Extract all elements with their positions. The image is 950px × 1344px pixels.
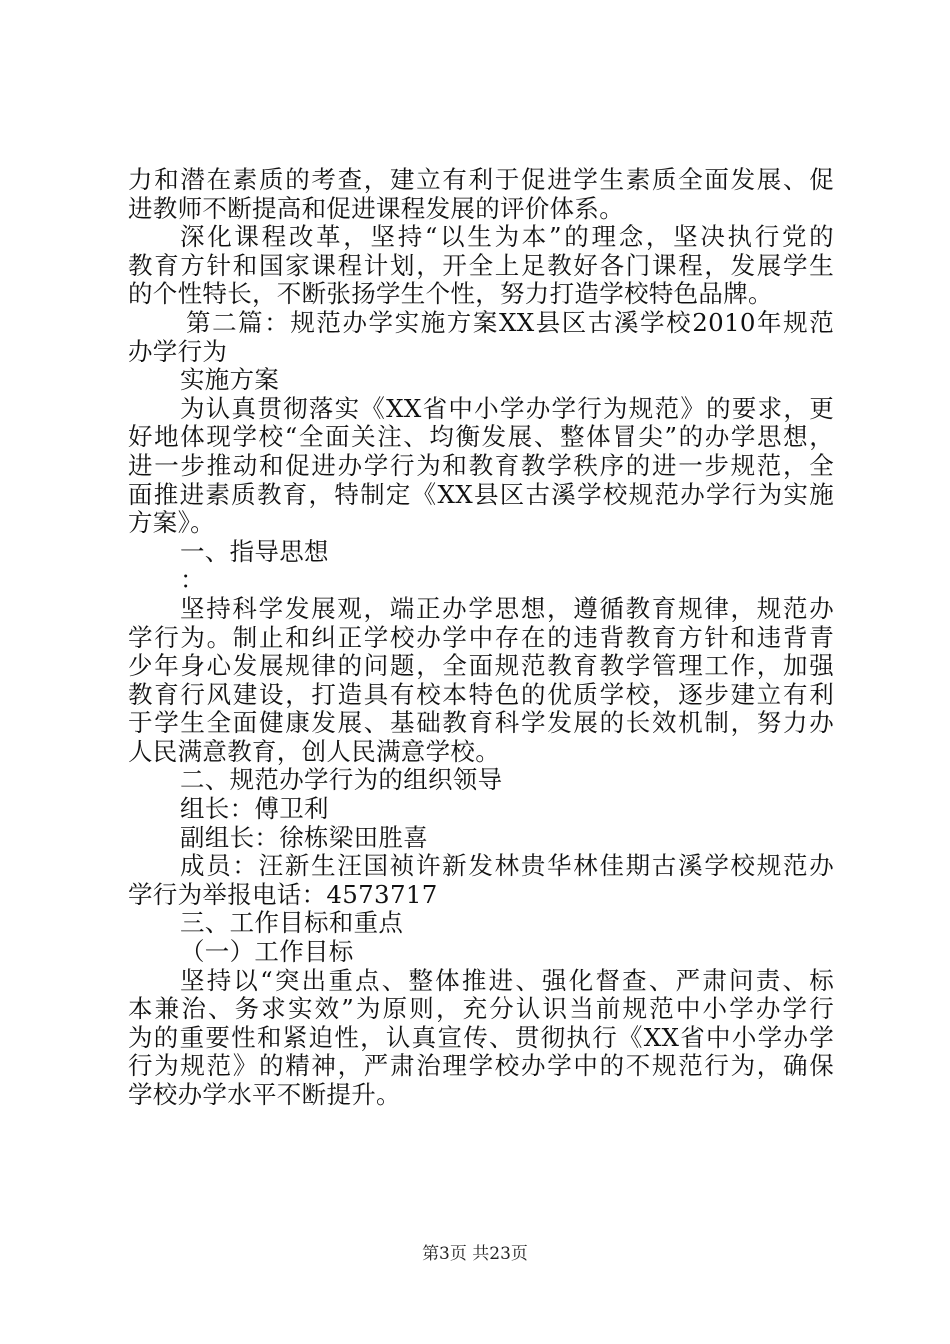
text-line: 教育方针和国家课程计划，开全上足教好各门课程，发展学生 <box>128 250 834 280</box>
subtitle: 实施方案 <box>180 365 280 395</box>
text-line: 学校办学水平不断提升。 <box>128 1080 401 1109</box>
text-line: 人民满意教育，创人民满意学校。 <box>128 736 500 766</box>
text-line: 教育行风建设，打造具有校本特色的优质学校，逐步建立有利 <box>128 679 834 709</box>
text-line: 为认真贯彻落实《XX省中小学办学行为规范》的要求，更 <box>180 393 834 423</box>
text-line: 深化课程改革，坚持“以生为本”的理念，坚决执行党的 <box>180 222 834 252</box>
text-line: 坚持科学发展观，端正办学思想，遵循教育规律，规范办 <box>180 593 834 623</box>
text-line: 好地体现学校“全面关注、均衡发展、整体冒尖”的办学思想， <box>128 422 834 452</box>
text-line: 行为规范》的精神，严肃治理学校办学中的不规范行为，确保 <box>128 1051 834 1081</box>
text-line: 学行为举报电话：4573717 <box>128 879 438 909</box>
document-body <box>128 166 834 1110</box>
text-line: 少年身心发展规律的问题，全面规范教育教学管理工作，加强 <box>128 651 834 681</box>
text-line: 于学生全面健康发展、基础教育科学发展的长效机制，努力办 <box>128 708 834 738</box>
text-line: 进教师不断提高和促进课程发展的评价体系。 <box>128 193 624 223</box>
text-line: 力和潜在素质的考查，建立有利于促进学生素质全面发展、促 <box>128 165 834 194</box>
text-line: 的个性特长，不断张扬学生个性，努力打造学校特色品牌。 <box>128 279 773 309</box>
heading-organization: 二、规范办学行为的组织领导 <box>180 765 503 795</box>
text-line: 坚持以“突出重点、整体推进、强化督查、严肃问责、标 <box>180 965 834 995</box>
section-title-continued: 办学行为 <box>128 336 228 366</box>
text-line: 组长：傅卫利 <box>180 794 329 824</box>
text-line: 面推进素质教育，特制定《XX县区古溪学校规范办学行为实施 <box>128 479 834 509</box>
heading-guiding-thought: 一、指导思想 <box>180 536 329 566</box>
text-line: ： <box>180 565 205 595</box>
heading-goals: 三、工作目标和重点 <box>180 908 404 938</box>
subheading-goals: （一）工作目标 <box>180 937 354 967</box>
text-line: 本兼治、务求实效”为原则，充分认识当前规范中小学办学行 <box>128 994 834 1024</box>
section-title: 第二篇：规范办学实施方案XX县区古溪学校2010年规范 <box>186 307 834 337</box>
text-line: 副组长：徐栋梁田胜喜 <box>180 822 428 852</box>
text-line: 为的重要性和紧迫性，认真宣传、贯彻执行《XX省中小学办学 <box>128 1022 834 1052</box>
text-line: 进一步推动和促进办学行为和教育教学秩序的进一步规范，全 <box>128 450 834 480</box>
text-line: 成员：汪新生汪国祯许新发林贵华林佳期古溪学校规范办 <box>180 851 834 881</box>
page-footer: 第3页 共23页 <box>422 1244 528 1264</box>
text-line: 方案》。 <box>128 508 215 538</box>
text-line: 学行为。制止和纠正学校办学中存在的违背教育方针和违背青 <box>128 622 834 652</box>
